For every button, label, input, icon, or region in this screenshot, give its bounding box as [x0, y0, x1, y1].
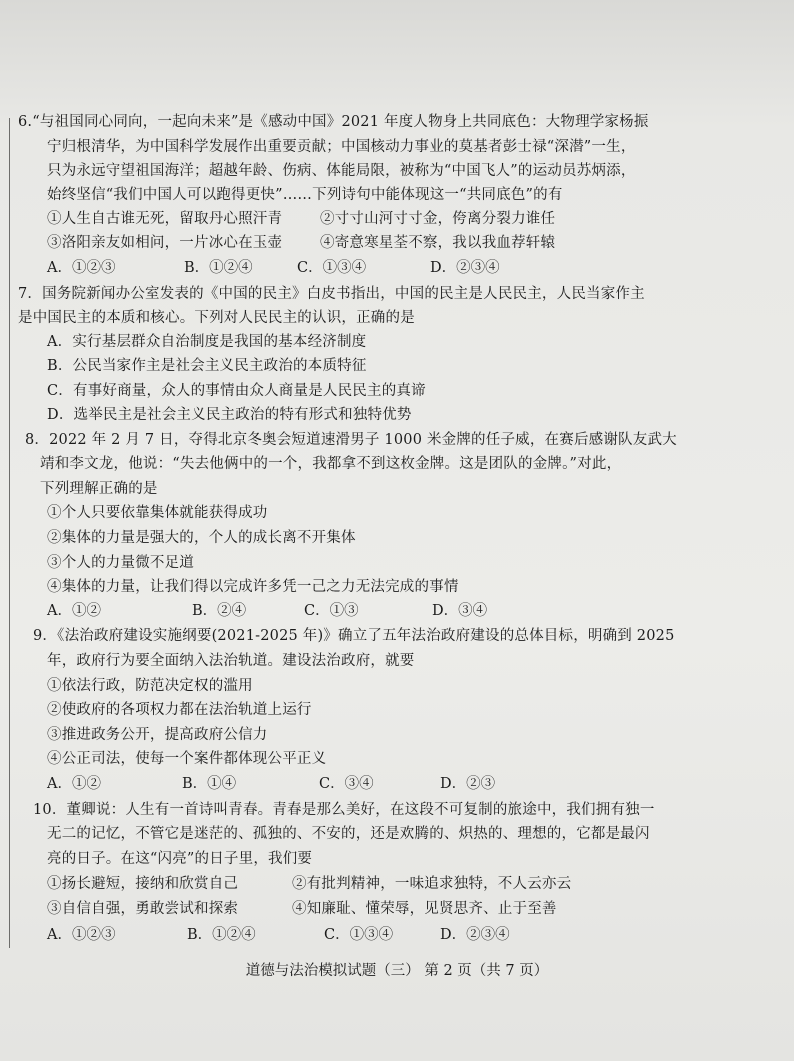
q6-stem-line: 只为永远守望祖国海洋；超越年龄、伤病、体能局限，被称为“中国飞人”的运动员苏炳添，	[47, 163, 636, 179]
q8-option-c[interactable]: C．①③	[304, 603, 359, 619]
q7-stem-line: 是中国民主的本质和核心。下列对人民民主的认识，正确的是	[18, 310, 415, 326]
q7-option-d[interactable]: D．选举民主是社会主义民主政治的特有形式和独特优势	[47, 407, 412, 423]
q8-option-a[interactable]: A．①②	[47, 603, 101, 619]
q9-options	[47, 774, 747, 794]
q6-stem-line: 6.“与祖国同心同向，一起向未来”是《感动中国》2021 年度人物身上共同底色：大物理学家杨振	[18, 114, 649, 130]
q8-item: ①个人只要依靠集体就能获得成功	[47, 505, 268, 521]
q10-stem-line: 无二的记忆，不管它是迷茫的、孤独的、不安的，还是欢腾的、炽热的、理想的，它都是最闪	[47, 826, 650, 842]
q9-option-d[interactable]: D．②③	[440, 776, 496, 792]
q9-option-b[interactable]: B．①④	[182, 776, 237, 792]
q6-item: ②寸寸山河寸寸金，侉离分裂力谁任	[320, 211, 556, 227]
q6-stem-line: 始终坚信“我们中国人可以跑得更快”……下列诗句中能体现这一“共同底色”的有	[47, 187, 563, 203]
page-footer: 道德与法治模拟试题（三） 第 2 页（共 7 页）	[245, 963, 549, 979]
q6-item: ④寄意寒星荃不察，我以我血荐轩辕	[320, 235, 556, 251]
q6-option-d[interactable]: D．②③④	[430, 260, 500, 276]
q8-stem-line: 下列理解正确的是	[40, 481, 158, 497]
q8-stem-line: 靖和李文龙，他说：“失去他俩中的一个，我都拿不到这枚金牌。这是团队的金牌。”对此，	[40, 456, 622, 472]
q7-option-b[interactable]: B．公民当家作主是社会主义民主政治的本质特征	[47, 358, 367, 374]
q10-option-d[interactable]: D．②③④	[440, 927, 510, 943]
q9-item: ④公正司法，使每一个案件都体现公平正义	[47, 751, 327, 767]
q10-item: ①扬长避短，接纳和欣赏自己	[47, 876, 239, 892]
binding-margin-line	[9, 118, 10, 948]
q6-option-a[interactable]: A．①②③	[47, 260, 116, 276]
q8-stem-line: 8．2022 年 2 月 7 日，夺得北京冬奥会短道速滑男子 1000 米金牌的任子威，在赛后感谢队友武大	[25, 432, 677, 448]
q10-options	[47, 925, 747, 945]
q9-stem-line: 年，政府行为要全面纳入法治轨道。建设法治政府，就要	[47, 653, 415, 669]
q6-option-c[interactable]: C．①③④	[297, 260, 367, 276]
q9-option-c[interactable]: C．③④	[319, 776, 374, 792]
q8-option-d[interactable]: D．③④	[432, 603, 488, 619]
q10-stem-line: 10．董卿说：人生有一首诗叫青春。青春是那么美好，在这段不可复制的旅途中，我们拥有独一	[33, 802, 655, 818]
q9-item: ③推进政务公开，提高政府公信力	[47, 727, 268, 743]
q6-option-b[interactable]: B．①②④	[184, 260, 253, 276]
q10-stem-line: 亮的日子。在这“闪亮”的日子里，我们要	[47, 851, 313, 867]
q8-item: ④集体的力量，让我们得以完成许多凭一己之力无法完成的事情	[47, 579, 459, 595]
q6-options	[47, 258, 747, 278]
q6-stem-line: 宁归根清华，为中国科学发展作出重要贡献；中国核动力事业的莫基者彭士禄“深潜”一生，	[47, 139, 636, 155]
q6-item: ①人生自古谁无死，留取丹心照汗青	[47, 211, 283, 227]
q8-options	[47, 601, 747, 621]
q6-item: ③洛阳亲友如相问，一片冰心在玉壶	[47, 235, 283, 251]
q8-item: ②集体的力量是强大的，个人的成长离不开集体	[47, 530, 356, 546]
q8-option-b[interactable]: B．②④	[192, 603, 247, 619]
q7-stem-line: 7．国务院新闻办公室发表的《中国的民主》白皮书指出，中国的民主是人民民主，人民当家作主	[18, 286, 645, 302]
q9-stem-line: 9．《法治政府建设实施纲要(2021-2025 年)》确立了五年法治政府建设的总体目标，明确到 2025	[33, 628, 675, 644]
q10-item: ③自信自强，勇敢尝试和探索	[47, 901, 239, 917]
q7-option-a[interactable]: A．实行基层群众自治制度是我国的基本经济制度	[47, 334, 367, 350]
q10-option-b[interactable]: B．①②④	[187, 927, 256, 943]
q10-option-c[interactable]: C．①③④	[324, 927, 394, 943]
q10-item: ④知廉耻、懂荣辱，见贤思齐、止于至善	[292, 901, 557, 917]
q10-item: ②有批判精神，一味追求独特，不人云亦云	[292, 876, 572, 892]
q9-option-a[interactable]: A．①②	[47, 776, 101, 792]
q8-item: ③个人的力量微不足道	[47, 555, 194, 571]
q9-item: ②使政府的各项权力都在法治轨道上运行	[47, 702, 312, 718]
q7-option-c[interactable]: C．有事好商量，众人的事情由众人商量是人民民主的真谛	[47, 383, 426, 399]
q9-item: ①依法行政，防范决定权的滥用	[47, 678, 253, 694]
q10-option-a[interactable]: A．①②③	[47, 927, 116, 943]
